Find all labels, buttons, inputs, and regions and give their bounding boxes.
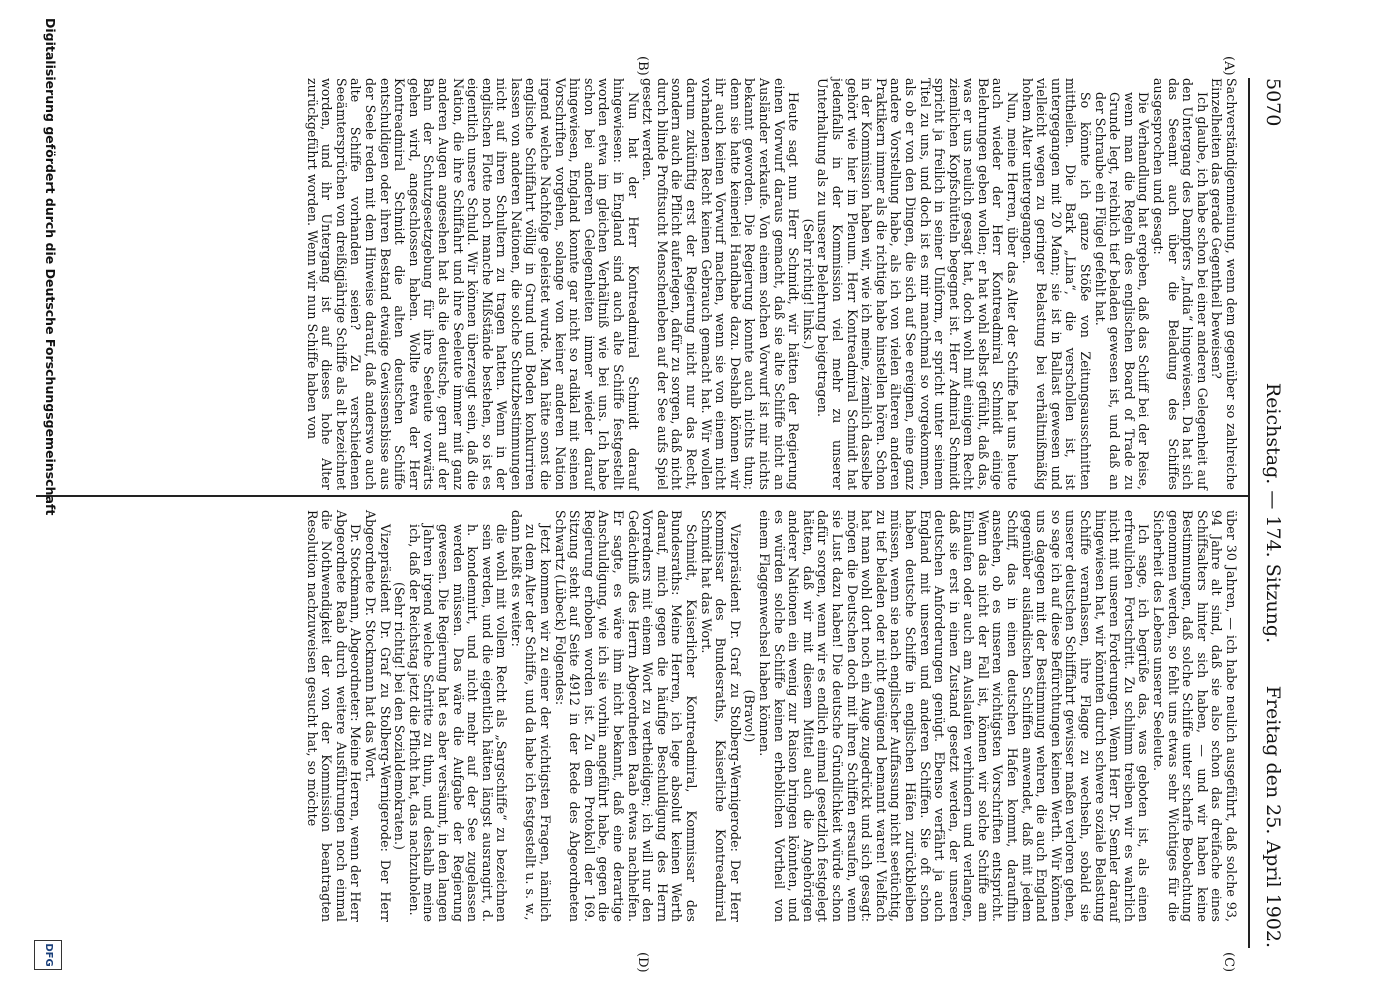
left-text-column (304, 78, 1238, 490)
dfg-logo: DFG (34, 940, 62, 970)
page-header (1250, 78, 1290, 948)
quotation: die wohl mit vollem Recht als „Sargschiffe“ zu bezeichnen sein werden, und die eigentlich hätten längst ausrangirt, d. h. kondemnirt, und nicht mehr auf der See zugelassen werden müssen. Das wäre die Aufgabe der Regierung gewesen. Die Regierung hat es aber versäumt, in den langen Jahren irgend welche Schritte zu thun, und deshalb meine ich, daß der Reichstag jetzt die Pflicht hat, das nachzuholen. (406, 524, 510, 922)
paragraph: Ich glaube, ich habe schon bei einer anderen Gelegenheit auf den Untergang des Dampfers „India“ hingewiesen. Da hat sich das Seeamt auch über die Beladung des Schiffes ausgesprochen und gesagt: (1151, 78, 1210, 490)
header-rule (1248, 78, 1250, 948)
paragraph: Nun, meine Herren, über das Alter der Schiffe hat uns heute auch wieder der Herr Kontreadmiral Schmidt einige Belehrungen geben wollen; er hat wohl selbst gefühlt, daß das, was er uns neulich gesagt hat, doch wohl mit einigem Recht ziemlichen Kopfschütteln begegnet ist. Herr Admiral Schmidt spricht ja freilich in seiner Uniform, er spricht unter seinem Titel zu uns, und doch ist es mir manchmal so vorgekommen, als ob er von den Dingen, die sich auf See ereignen, eine ganz andere Vorstellung habe, als ich von vielen älteren anderen Praktikern immer als die richtige habe hinstellen hören. Schon in der Kommission haben wir, wie ich meine, ziemlich dasselbe gehört wie hier im Plenum. Herr Kontreadmiral Schmidt hat jedenfalls in der Kommission viel mehr zu unserer Unterhaltung als zu unserer Belehrung beigetragen. (815, 78, 1021, 490)
session-title: Reichstag. — 174. Sitzung. (1262, 382, 1284, 644)
margin-letter-c: (C) (1221, 952, 1236, 973)
margin-letter-d: (D) (635, 952, 650, 973)
speaker-paragraph: Vizepräsident Dr. Graf zu Stolberg-Wernigerode: Der Herr Abgeordnete Dr. Stockmann hat das Wort. (362, 510, 393, 922)
speaker-paragraph: Vizepräsident Dr. Graf zu Stolberg-Wernigerode: Der Herr Kommissar des Bundesraths, Kaiserliche Kontreadmiral Schmidt hat das Wort. (698, 510, 743, 922)
right-text-column (304, 510, 1238, 922)
interjection: (Bravo!) (742, 689, 758, 743)
paragraph: Sachverständigenmeinung, wenn dem gegenüber so zahlreiche Einzelheiten das gerade Gegentheil beweisen? (1209, 78, 1239, 490)
page-number: 5070 (1262, 78, 1284, 127)
paragraph: So könnte ich ganze Stöße von Zeitungsausschnitten mittheilen. Die Bark „Lina“, die verschollen ist, ist untergegangen mit 20 Mann; sie ist in Ballast gewesen und vielleicht wegen zu geringer Belastung bei verhältnißmäßig hohem Alter untergegangen. (1019, 78, 1094, 490)
paragraph: über 30 Jahren, — ich habe neulich ausgeführt, daß solche 93, 94 Jahre alt sind, daß sie also schon das dreifache eines Schiffsalters hinter sich haben, — und wir haben keine Bestimmungen, daß solche Schiffe unter scharfe Beobachtung genommen werden, so fehlt uns etwas sehr Wichtiges für die Sicherheit des Lebens unserer Seeleute. (1151, 510, 1239, 922)
rotated-document-page (30, 0, 1290, 1000)
paragraph: Heute sagt nun Herr Schmidt, wir hätten der Regierung einen Vorwurf daraus gemacht, daß sie alte Schiffe nicht an Ausländer verkaufe. Von einem solchen Vorwurf ist mir nichts bekannt geworden. Die Regierung konnte auch nichts thun; denn sie hatte keinerlei Handhabe dazu. Deshalb können wir ihr auch keinen Vorwurf machen, wenn sie von einem nicht vorhandenen Recht keinen Gebrauch gemacht hat. Wir wollen darum zukünftig erst der Regierung nicht nur das Recht, sondern auch die Pflicht auferlegen, dafür zu sorgen, daß nicht durch blinde Profitsucht Menschenleben auf der See aufs Spiel gesetzt werden. (640, 78, 802, 490)
paragraph: Ich sage, ich begrüße das, was geboten ist, als einen erfreulichen Fortschritt. Zu schlimm treiben wir es wahrlich nicht mit unseren Forderungen. Wenn Herr Dr. Semler darauf hingewiesen hat, wir könnten durch schwere soziale Belastung Schiffe veranlassen, ihre Flagge zu wechseln, sobald sie unserer deutschen Schifffahrt gewisser maßen verloren gehen, so sage ich auf diese Befürchtungen keinen Werth. Wir können uns dagegen mit der Bestimmung wehren, die auch England gegenüber ausländischen Schiffen anwendet, daß mit jedem Schiff, das in einen deutschen Hafen kommt, daraufhin ansehen, ob es unseren wichtigsten Vorschriften entspricht. Wenn das nicht der Fall ist, können wir solche Schiffe am Einlaufen oder auch am Auslaufen verhindern und verlangen, daß sie erst in einen Zustand gesetzt werden, der unseren deutschen Anforderungen genügt. Ebenso verfährt ja auch England mit unseren und anderen Schiffen. Sie oft schon haben deutsche Schiffe in englischen Häfen zurückbleiben müssen, wenn sie nach englischer Auffassung nicht seetüchtig, zu tief beladen oder nicht genügend bemannt waren! Vielfach hat man wohl dort noch ein Auge zugedrückt und sich gesagt: mögen die Deutschen doch mit ihren Schiffen ersaufen, wenn sie Lust dazu haben! Die deutsche Gründlichkeit würde schon dafür sorgen, wenn wir es endlich einmal gesetzlich festgelegt hätten, daß wir mit diesem Mittel auch die Angehörigen anderer Nationen ein wenig zur Raison bringen könnten, und es würden solche Schiffe keinen erheblichen Vortheil von einem Flaggenwechsel haben können. (757, 510, 1152, 922)
speaker-paragraph: Dr. Stockmann, Abgeordneter: Meine Herren, wenn der Herr Abgeordnete Raab durch weitere Ausführungen noch einmal die Nothwendigkeit der von der Kommission beantragten Resolution nachzuweisen gesucht hat, so möchte (304, 510, 364, 922)
speaker-paragraph: Schmidt, Kaiserlicher Kontreadmiral, Kommissar des Bundesraths: Meine Herren, ich lege absolut keinen Werth darauf, mich gegen die häufige Beschuldigung des Herrn Vorredners mit einem Wort zu vertheidigen; ich will nur den Gedächtniß des Herrn Abgeordneten Raab etwas nachhelfen. Er sagte, es wäre ihm nicht bekannt, daß eine derartige Anschuldigung, wie ich sie vorhin angeführt habe, gegen die Regierung erhoben worden ist. Zu dem Protokoll der 169. Sitzung steht auf Seite 4912 in der Rede des Abgeordneten Schwartz (Lübeck) Folgendes: (552, 510, 700, 922)
margin-letter-a: (A) (1221, 56, 1236, 76)
paragraph: Nun hat der Herr Kontreadmiral Schmidt darauf hingewiesen: in England sind auch alte Schiffe festgestellt worden etwa im gleichen Verhältniß wie bei uns. Ich habe schon bei anderen Gelegenheiten immer wieder darauf hingewiesen, England konnte gar nicht so radikal mit seinen Vorschriften vorgehen, solange von keiner anderen Nation irgend welche Nachfolge geleistet wurde. Man hätte sonst die englische Schiffahrt völlig in Grund und Boden konkurriren lassen von anderen Nationen, die solche Schutzbestimmungen nicht auf ihren Schultern zu tragen hatten. Wenn in der englischen Flotte noch manche Mißstände bestehen, so ist es eigentlich unsere Schuld. Wir können überzeugt sein, daß die Nation, die ihre Schiffahrt und ihre Seeleute immer mit ganz anderen Augen angesehen hat als die deutsche, gern auf der Bahn der Schutzgesetzgebung für ihre Seeleute vorwärts gehen wird, angeschlossen haben. Wollte etwa der Herr Kontreadmiral Schmidt die alten deutschen Schiffe entschuldigen oder ihren Bestand etwaige Gewissensbisse aus der Seele reden mit dem Hinweise darauf, daß anderswo auch alte Schiffe vorhanden seien? Zu verschiedenen Seeämtersprüchen von dreißigjährige Schiffe als alt bezeichnet worden, und ihr Untergang ist auf dieses hohe Alter zurückgeführt worden. Wenn wir nun Schiffe haben von (304, 78, 641, 490)
digitization-footer (30, 0, 68, 1000)
interjection: (Sehr richtig! links.) (800, 218, 816, 350)
session-date: Freitag den 25. April 1902. (1262, 685, 1284, 948)
paragraph: dann heißt es weiter: (508, 510, 524, 647)
interjection: (Sehr richtig! bei den Sozialdemokraten.) (392, 582, 408, 850)
margin-letter-b: (B) (635, 56, 650, 76)
column-divider (36, 495, 1248, 497)
quotation: Jetzt kommen wir zu einer der wichtigsten Fragen, nämlich zu dem Alter der Schiffe, und da habe ich festgestellt u. s. w., (523, 524, 554, 922)
quotation: Die Verhandlung hat ergeben, daß das Schiff bei der Reise, wenn man die Regeln des englischen Board of Trade zu Grunde legt, reichlich tief beladen gewesen ist, und daß an der Schraube ein Flügel gefehlt hat. (1092, 92, 1152, 490)
funding-credit: Digitalisierung gefördert durch die Deutsche Forschungsgemeinschaft (43, 18, 58, 516)
